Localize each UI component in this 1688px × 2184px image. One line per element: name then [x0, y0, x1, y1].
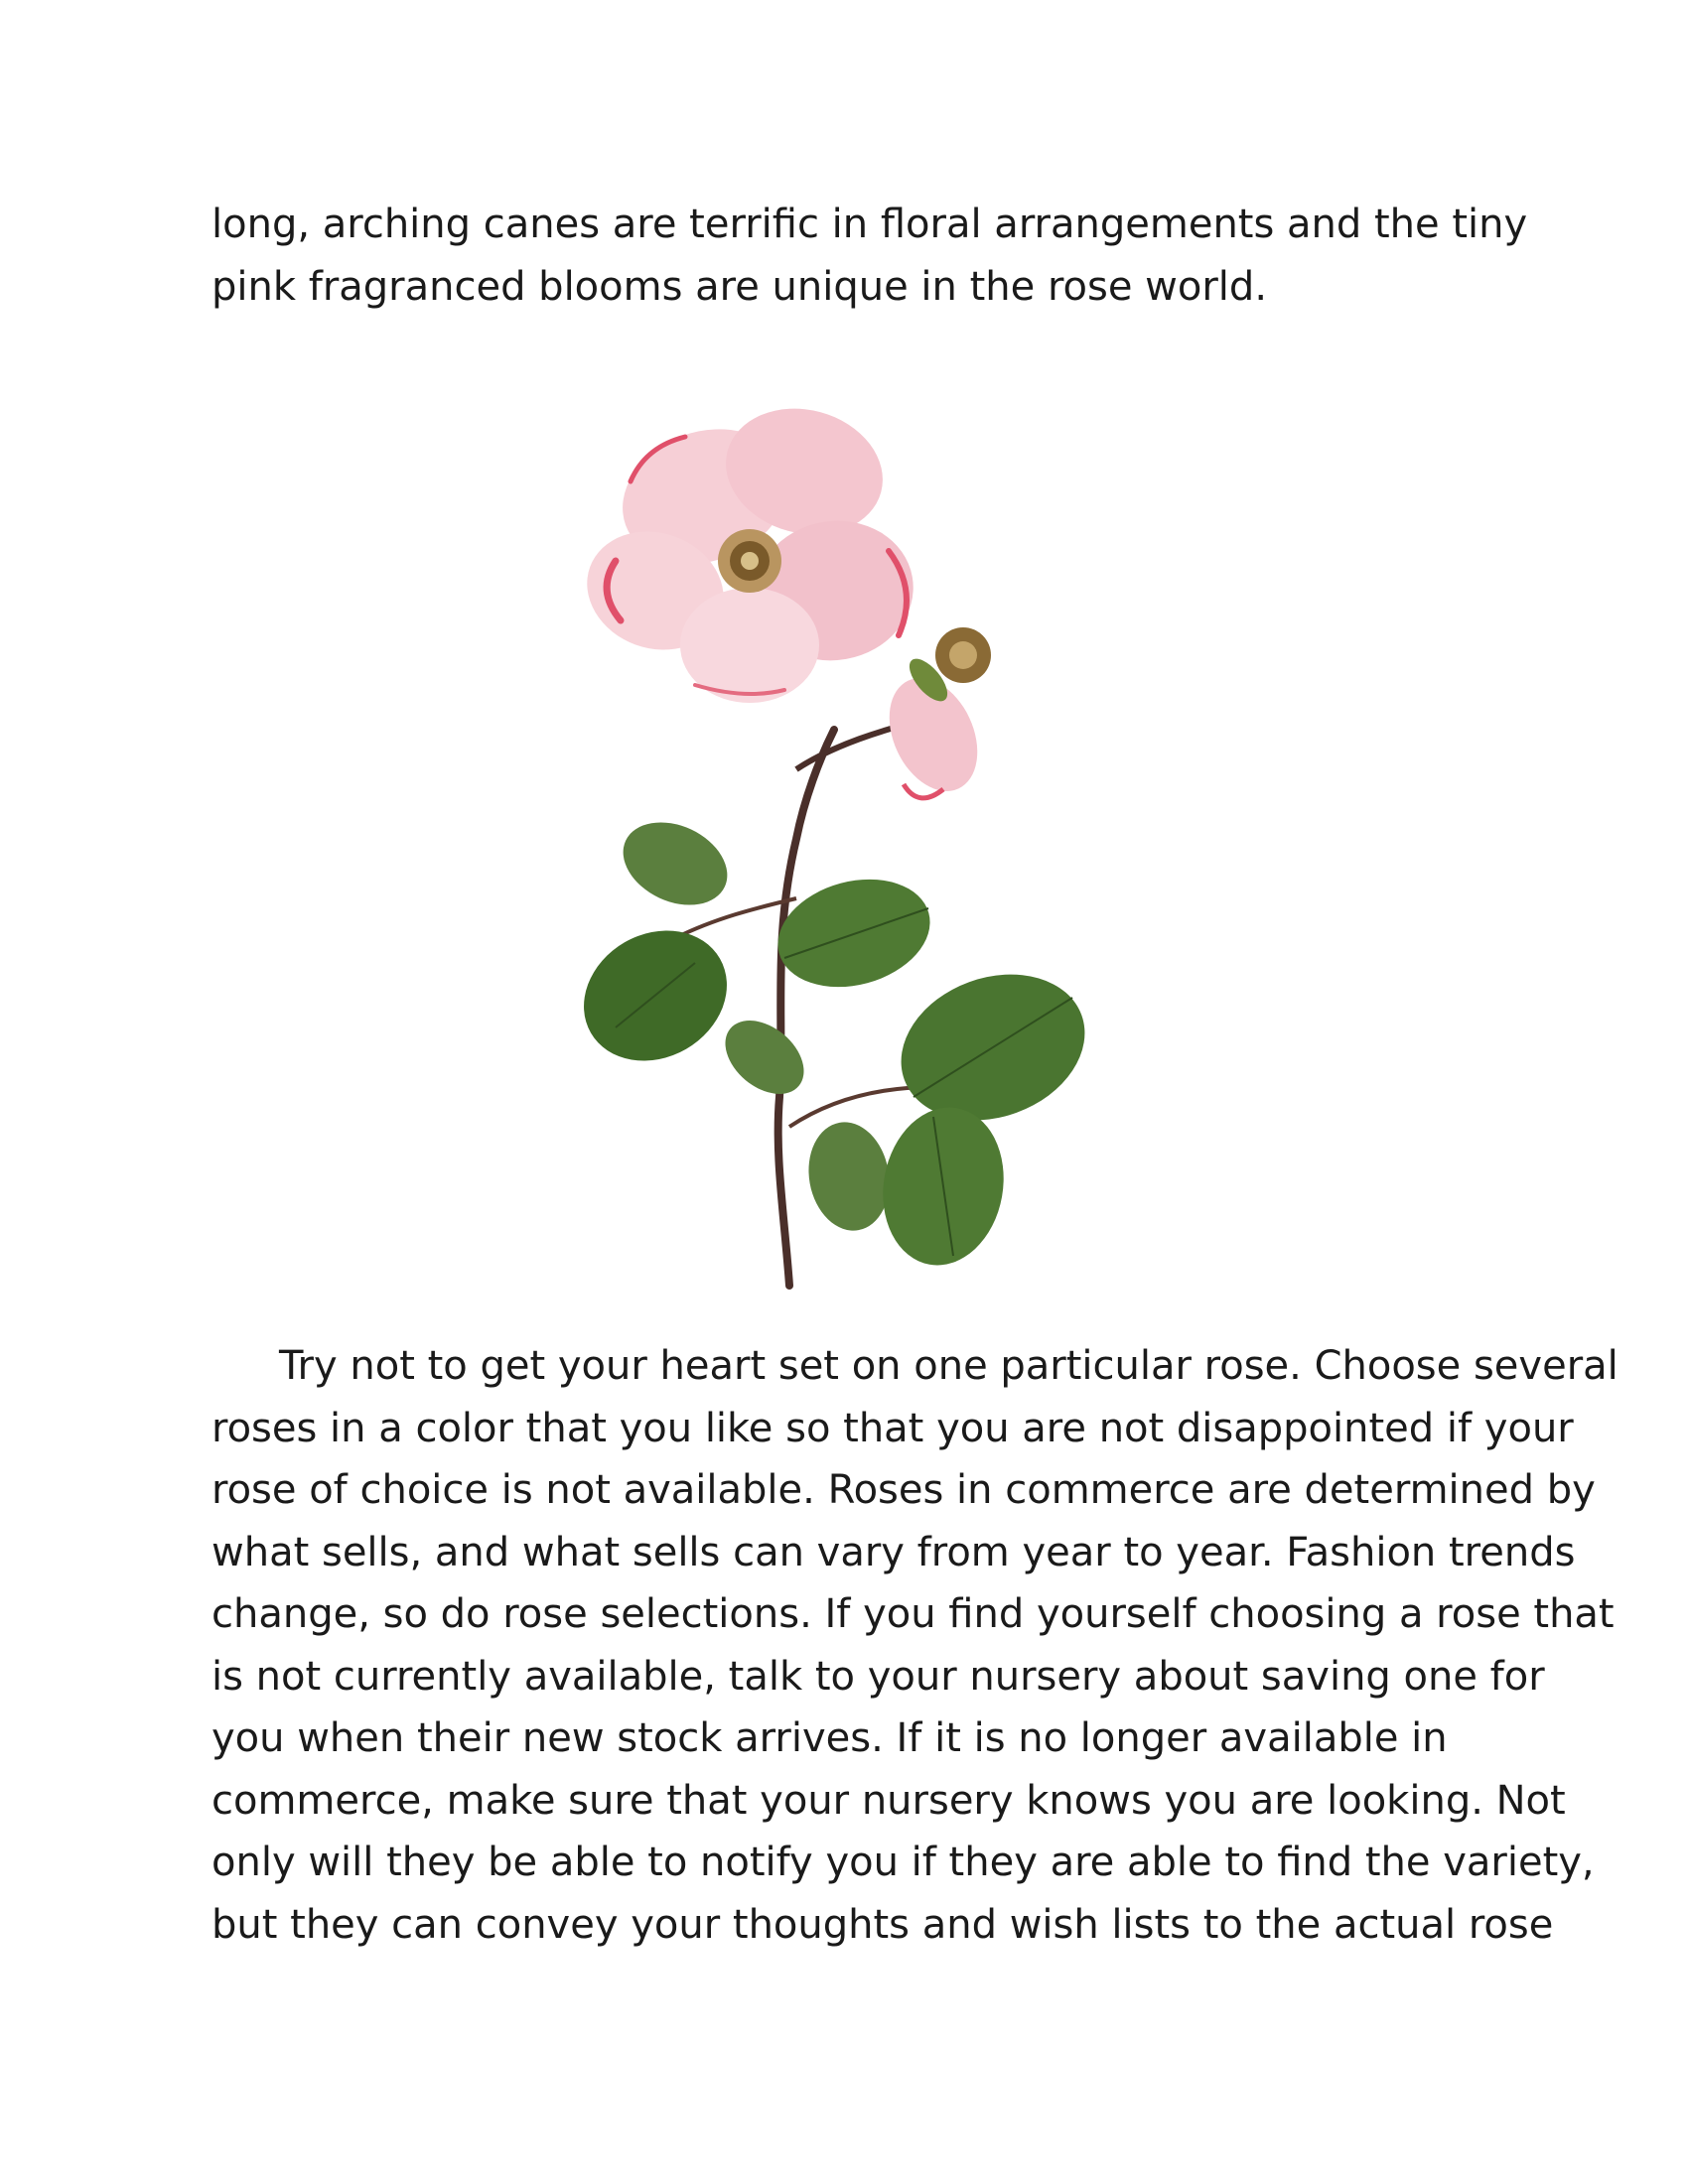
- rose-bloom-main: [570, 402, 924, 703]
- text-line: pink fragranced blooms are unique in the rose world.: [211, 263, 1268, 310]
- text-line: rose of choice is not available. Roses in commerce are determined by: [211, 1467, 1596, 1513]
- rose-bloom-spent: [872, 627, 994, 805]
- text-line: you when their new stock arrives. If it is no longer available in: [211, 1715, 1448, 1761]
- body-paragraph: [211, 1335, 1618, 1956]
- text-line: but they can convey your thoughts and wish lists to the actual rose: [211, 1901, 1554, 1948]
- text-line: only will they be able to notify you if they are able to find the variety,: [211, 1840, 1595, 1885]
- text-line: what sells, and what sells can vary from year to year. Fashion trends: [211, 1529, 1576, 1575]
- text-line: is not currently available, talk to your nursery about saving one for: [211, 1653, 1545, 1700]
- text-line: Try not to get your heart set on one particular rose. Choose several: [279, 1343, 1618, 1389]
- text-line: change, so do rose selections. If you find yourself choosing a rose that: [211, 1591, 1615, 1637]
- text-line: long, arching canes are terrific in floral arrangements and the tiny: [211, 202, 1528, 247]
- continuation-paragraph: [211, 194, 1528, 318]
- text-line: commerce, make sure that your nursery knows you are looking. Not: [211, 1777, 1566, 1824]
- rose-leaves: [560, 806, 1105, 1275]
- rose-illustration: [536, 402, 1172, 1296]
- text-line: roses in a color that you like so that you are not disappointed if your: [211, 1405, 1574, 1451]
